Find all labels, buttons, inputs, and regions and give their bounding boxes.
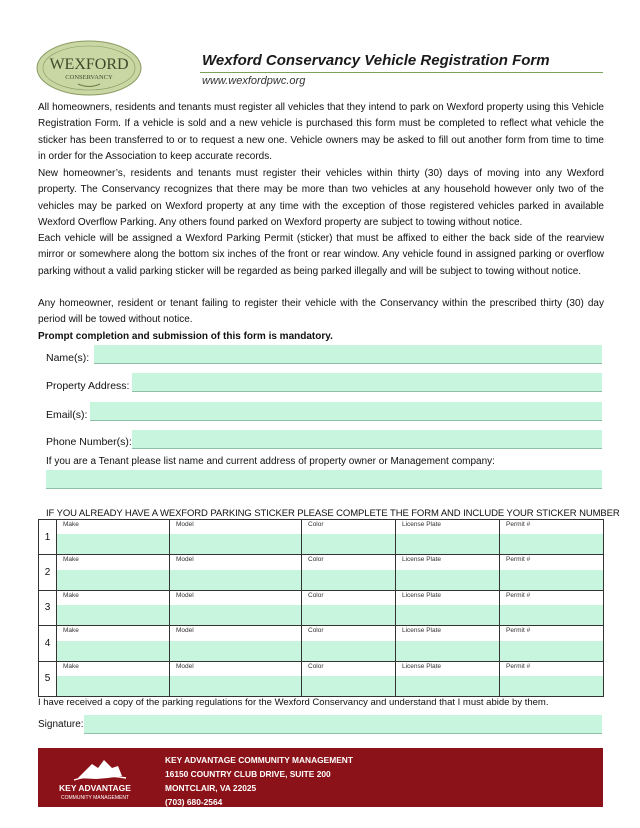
vehicle-cell-input[interactable] <box>57 676 169 696</box>
signature-label: Signature: <box>38 719 84 730</box>
vehicle-cell[interactable] <box>57 555 170 590</box>
vehicle-cell[interactable] <box>170 520 302 555</box>
tenant-prompt: If you are a Tenant please list name and current address of property owner or Management company: <box>46 456 495 467</box>
paragraph-registration: All homeowners, residents and tenants must register all vehicles that they intend to park on Wexford property using this Vehicle Registration Form. If a vehicle is sold and a new vehicle is purchased this form must be completed to reflect what vehicle the sticker has been transferred to or to request a new one. Vehicle owners may be asked to fill out another form from time to time in order for the Association to keep accurate records. <box>38 102 604 163</box>
vehicle-cell[interactable] <box>57 626 170 661</box>
vehicle-column-label: License Plate <box>402 591 442 599</box>
mandatory-notice: Prompt completion and submission of this form is mandatory. <box>38 331 333 342</box>
form-title: Wexford Conservancy Vehicle Registration Form <box>202 52 550 69</box>
vehicle-cell[interactable] <box>396 520 500 555</box>
vehicle-cell[interactable] <box>302 555 396 590</box>
vehicle-column-label: Permit # <box>506 556 531 564</box>
vehicle-table <box>38 519 604 697</box>
vehicle-cell-input[interactable] <box>500 605 603 625</box>
vehicle-column-label: License Plate <box>402 521 442 528</box>
vehicle-cell[interactable] <box>170 661 302 696</box>
svg-text:CONSERVANCY: CONSERVANCY <box>65 74 113 81</box>
vehicle-row <box>39 661 604 696</box>
vehicle-column-label: Color <box>308 591 324 599</box>
vehicle-column-label: Model <box>176 591 194 599</box>
vehicle-cell-input[interactable] <box>302 641 395 661</box>
vehicle-column-label: Model <box>176 627 194 635</box>
vehicle-row-number: 3 <box>39 590 57 625</box>
vehicle-column-label: Make <box>63 627 79 635</box>
vehicle-cell[interactable] <box>170 555 302 590</box>
vehicle-cell-input[interactable] <box>396 641 499 661</box>
phone-field[interactable] <box>132 430 602 449</box>
address-field[interactable] <box>132 373 602 392</box>
vehicle-column-label: Permit # <box>506 627 531 635</box>
vehicle-cell-input[interactable] <box>170 570 301 590</box>
vehicle-cell[interactable] <box>170 590 302 625</box>
vehicle-cell[interactable] <box>500 626 604 661</box>
vehicle-cell[interactable] <box>57 520 170 555</box>
vehicle-column-label: Make <box>63 521 79 528</box>
vehicle-cell[interactable] <box>500 555 604 590</box>
vehicle-column-label: Model <box>176 556 194 564</box>
vehicle-cell-input[interactable] <box>500 534 603 554</box>
vehicle-column-label: License Plate <box>402 662 442 670</box>
vehicle-cell[interactable] <box>396 590 500 625</box>
vehicle-cell-input[interactable] <box>396 605 499 625</box>
vehicle-cell-input[interactable] <box>500 570 603 590</box>
vehicle-cell-input[interactable] <box>170 534 301 554</box>
signature-field[interactable] <box>84 715 602 734</box>
vehicle-cell[interactable] <box>500 661 604 696</box>
vehicle-cell-input[interactable] <box>396 534 499 554</box>
svg-text:WEXFORD: WEXFORD <box>49 56 129 73</box>
vehicle-column-label: Make <box>63 662 79 670</box>
vehicle-cell-input[interactable] <box>170 605 301 625</box>
vehicle-row-number: 5 <box>39 661 57 696</box>
vehicle-column-label: Make <box>63 556 79 564</box>
vehicle-row-number: 4 <box>39 626 57 661</box>
vehicle-row <box>39 590 604 625</box>
tenant-owner-field[interactable] <box>46 470 602 489</box>
footer-banner <box>38 748 603 807</box>
vehicle-column-label: Permit # <box>506 521 531 528</box>
vehicle-cell-input[interactable] <box>302 605 395 625</box>
vehicle-cell-input[interactable] <box>302 570 395 590</box>
vehicle-column-label: Color <box>308 627 324 635</box>
vehicle-cell[interactable] <box>302 520 396 555</box>
vehicle-row <box>39 555 604 590</box>
svg-text:COMMUNITY MANAGEMENT: COMMUNITY MANAGEMENT <box>61 795 129 801</box>
vehicle-column-label: Permit # <box>506 591 531 599</box>
vehicle-row <box>39 520 604 555</box>
vehicle-cell[interactable] <box>57 590 170 625</box>
footer-address-line1: 16150 COUNTRY CLUB DRIVE, SUITE 200 <box>165 769 331 779</box>
key-advantage-logo <box>48 754 142 802</box>
vehicle-cell[interactable] <box>170 626 302 661</box>
acknowledgement-text: I have received a copy of the parking regulations for the Wexford Conservancy and understand that I must abide by them. <box>38 697 549 708</box>
title-rule <box>200 72 603 73</box>
vehicle-cell[interactable] <box>302 590 396 625</box>
vehicle-cell[interactable] <box>500 520 604 555</box>
vehicle-column-label: Make <box>63 591 79 599</box>
vehicle-cell[interactable] <box>396 555 500 590</box>
vehicle-column-label: License Plate <box>402 556 442 564</box>
vehicle-cell[interactable] <box>396 661 500 696</box>
vehicle-cell-input[interactable] <box>302 676 395 696</box>
paragraph-failure: Any homeowner, resident or tenant failing to register their vehicle with the Conservancy within the prescribed thirty (30) day period will be towed without notice. <box>38 298 604 326</box>
vehicle-cell-input[interactable] <box>57 570 169 590</box>
vehicle-row-number: 2 <box>39 555 57 590</box>
vehicle-cell-input[interactable] <box>500 676 603 696</box>
vehicle-column-label: Model <box>176 521 194 528</box>
vehicle-cell[interactable] <box>57 661 170 696</box>
footer-phone: (703) 680-2564 <box>165 797 223 807</box>
svg-text:KEY ADVANTAGE: KEY ADVANTAGE <box>59 783 131 793</box>
phone-label: Phone Number(s): <box>46 436 132 448</box>
paragraph-parking-permit: Each vehicle will be assigned a Wexford Parking Permit (sticker) that must be affixed to either the back side of the rearview mirror or somewhere along the bottom six inches of the front or rear window. Any vehicle found in assigned parking or overflow parking without a valid parking sticker will be regarded as being parked illegally and will be subject to towing without notice. <box>38 233 604 277</box>
website-link[interactable]: www.wexfordpwc.org <box>202 75 306 87</box>
vehicle-cell-input[interactable] <box>396 570 499 590</box>
vehicle-cell[interactable] <box>396 626 500 661</box>
footer-company: KEY ADVANTAGE COMMUNITY MANAGEMENT <box>165 755 353 765</box>
email-field[interactable] <box>90 402 602 421</box>
vehicle-cell[interactable] <box>302 626 396 661</box>
vehicle-row <box>39 626 604 661</box>
name-label: Name(s): <box>46 352 90 364</box>
vehicle-column-label: License Plate <box>402 627 442 635</box>
footer-address-line2: MONTCLAIR, VA 22025 <box>165 783 257 793</box>
vehicle-column-label: Model <box>176 662 194 670</box>
address-label: Property Address: <box>46 380 130 392</box>
sticker-heading: IF YOU ALREADY HAVE A WEXFORD PARKING STICKER PLEASE COMPLETE THE FORM AND INCLUDE YOUR STICKER NUMBER <box>46 508 620 519</box>
footer-contact <box>165 753 353 809</box>
vehicle-cell-input[interactable] <box>170 641 301 661</box>
vehicle-cell-input[interactable] <box>57 605 169 625</box>
vehicle-column-label: Permit # <box>506 662 531 670</box>
vehicle-cell[interactable] <box>500 590 604 625</box>
vehicle-cell-input[interactable] <box>396 676 499 696</box>
vehicle-cell-input[interactable] <box>170 676 301 696</box>
vehicle-cell-input[interactable] <box>57 534 169 554</box>
vehicle-row-number: 1 <box>39 520 57 555</box>
vehicle-column-label: Color <box>308 662 324 670</box>
vehicle-column-label: Color <box>308 521 324 528</box>
wexford-logo <box>36 40 142 96</box>
vehicle-cell-input[interactable] <box>57 641 169 661</box>
name-field[interactable] <box>94 345 602 364</box>
vehicle-column-label: Color <box>308 556 324 564</box>
vehicle-cell-input[interactable] <box>500 641 603 661</box>
paragraph-new-homeowners: New homeowner’s, residents and tenants must register their vehicles within thirty (30) days of moving into any Wexford property. The Conservancy recognizes that there may be more than two vehicles at any household however only two of the vehicles may be parked on Wexford property at any time with the exception of those registered vehicles parked in available Wexford Overflow Parking. Any others found parked on Wexford property are subject to towing without notice. <box>38 168 604 229</box>
vehicle-cell[interactable] <box>302 661 396 696</box>
email-label: Email(s): <box>46 409 88 421</box>
vehicle-cell-input[interactable] <box>302 534 395 554</box>
